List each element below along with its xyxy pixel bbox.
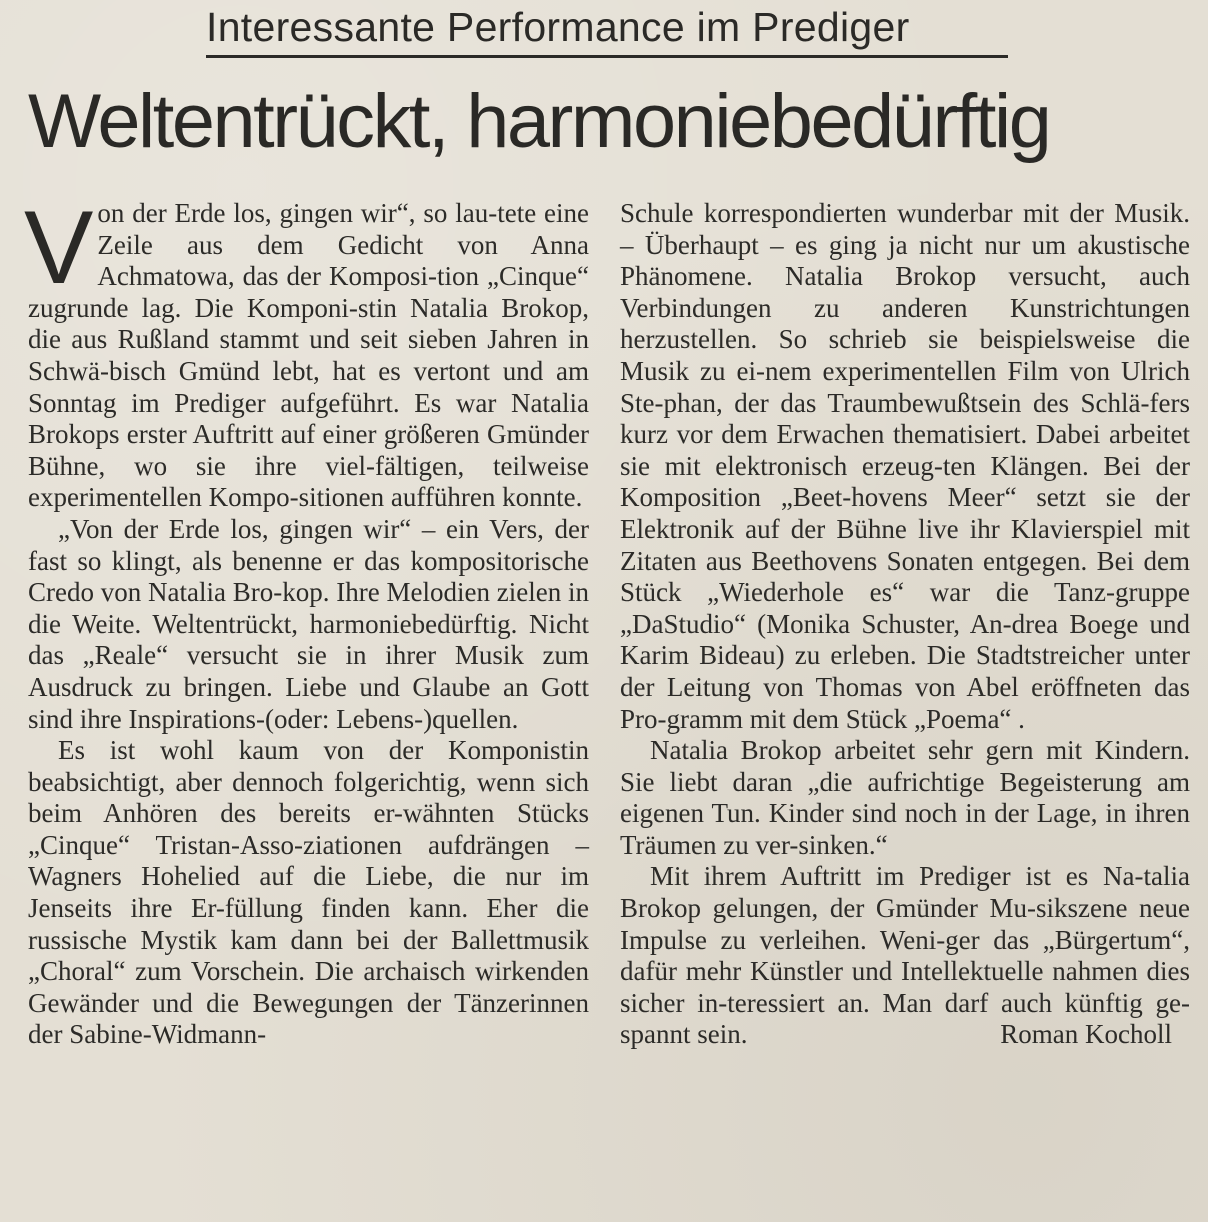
article-headline: Weltentrückt, harmoniebedürftig [28, 79, 1050, 164]
drop-cap: V [24, 190, 92, 306]
paragraph-1-text: on der Erde los, gingen wir“, so lau-tete eine Zeile aus dem Gedicht von Anna Achmatowa, das der Komposi-tion „Cinque“ zugrunde lag. Die Komponi-stin Natalia Brokop, die aus Rußland stammt und seit sieben Jahren in Schwä-bisch Gmünd lebt, hat es vertont und am Sonntag im Prediger aufgeführt. Es war Natalia Brokops erster Auftritt auf einer größeren Gmünder Bühne, wo sie ihre viel-fältigen, teilweise experimentellen Kompo-sitionen aufführen konnte. [28, 198, 589, 513]
paragraph-4: Natalia Brokop arbeitet sehr gern mit Kindern. Sie liebt daran „die aufrichtige Begeisterung am eigenen Tun. Kinder sind noch in der Lage, in ihren Träumen zu ver-sinken.“ [620, 735, 1190, 860]
article-column-left [24, 190, 589, 1051]
article-kicker: Interessante Performance im Prediger [206, 4, 910, 50]
paragraph-5: Mit ihrem Auftritt im Prediger ist es Na-talia Brokop gelungen, der Gmünder Mu-sikszene neue Impulse zu verleihen. Weni-ger das „Bürgertum“, dafür mehr Künstler und Intellektuelle nahmen dies sicher in-teressiert an. Man darf auch künftig ge-spannt sein. [620, 861, 1190, 1050]
paragraph-1 [24, 190, 589, 514]
paragraph-3: Es ist wohl kaum von der Komponistin beabsichtigt, aber dennoch folgerichtig, wenn sich beim Anhören des bereits er-wähnten Stücks „Cinque“ Tristan-Asso-ziationen aufdrängen – Wagners Hohelied auf die Liebe, die nur im Jenseits ihre Er-füllung finden kann. Eher die russische Mystik kam dann bei der Ballettmusik „Choral“ zum Vorschein. Die archaisch wirkenden Gewänder und die Bewegungen der Tänzerinnen der Sabine-Widmann- [28, 735, 589, 1050]
paragraph-3-continued: Schule korrespondierten wunderbar mit der Musik. – Überhaupt – es ging ja nicht nur um akustische Phänomene. Natalia Brokop versucht, auch Verbindungen zu anderen Kunstrichtungen herzustellen. So schrieb sie beispielsweise die Musik zu ei-nem experimentellen Film von Ulrich Ste-phan, der das Traumbewußtsein des Schlä-fers kurz vor dem Erwachen thematisiert. Dabei arbeitet sie mit elektronisch erzeug-ten Klängen. Bei der Komposition „Beet-hovens Meer“ setzt sie der Elektronik auf der Bühne live ihr Klavierspiel mit Zitaten aus Beethovens Sonaten entgegen. Bei dem Stück „Wiederhole es“ war die Tanz-gruppe „DaStudio“ (Monika Schuster, An-drea Boege und Karim Bideau) zu erleben. Die Stadtstreicher unter der Leitung von Thomas von Abel eröffneten das Pro-gramm mit dem Stück „Poema“ . [620, 198, 1190, 734]
kicker-underline [206, 55, 1008, 58]
author-byline: Roman Kocholl [1000, 1019, 1172, 1050]
paragraph-2: „Von der Erde los, gingen wir“ – ein Vers, der fast so klingt, als benenne er das kompositorische Credo von Natalia Bro-kop. Ihre Melodien zielen in die Weite. Weltentrückt, harmoniebedürftig. Nicht das „Reale“ versucht sie in ihrer Musik zum Ausdruck zu bringen. Liebe und Glaube an Gott sind ihre Inspirations-(oder: Lebens-)quellen. [28, 513, 589, 734]
article-column-right [620, 198, 1190, 1051]
